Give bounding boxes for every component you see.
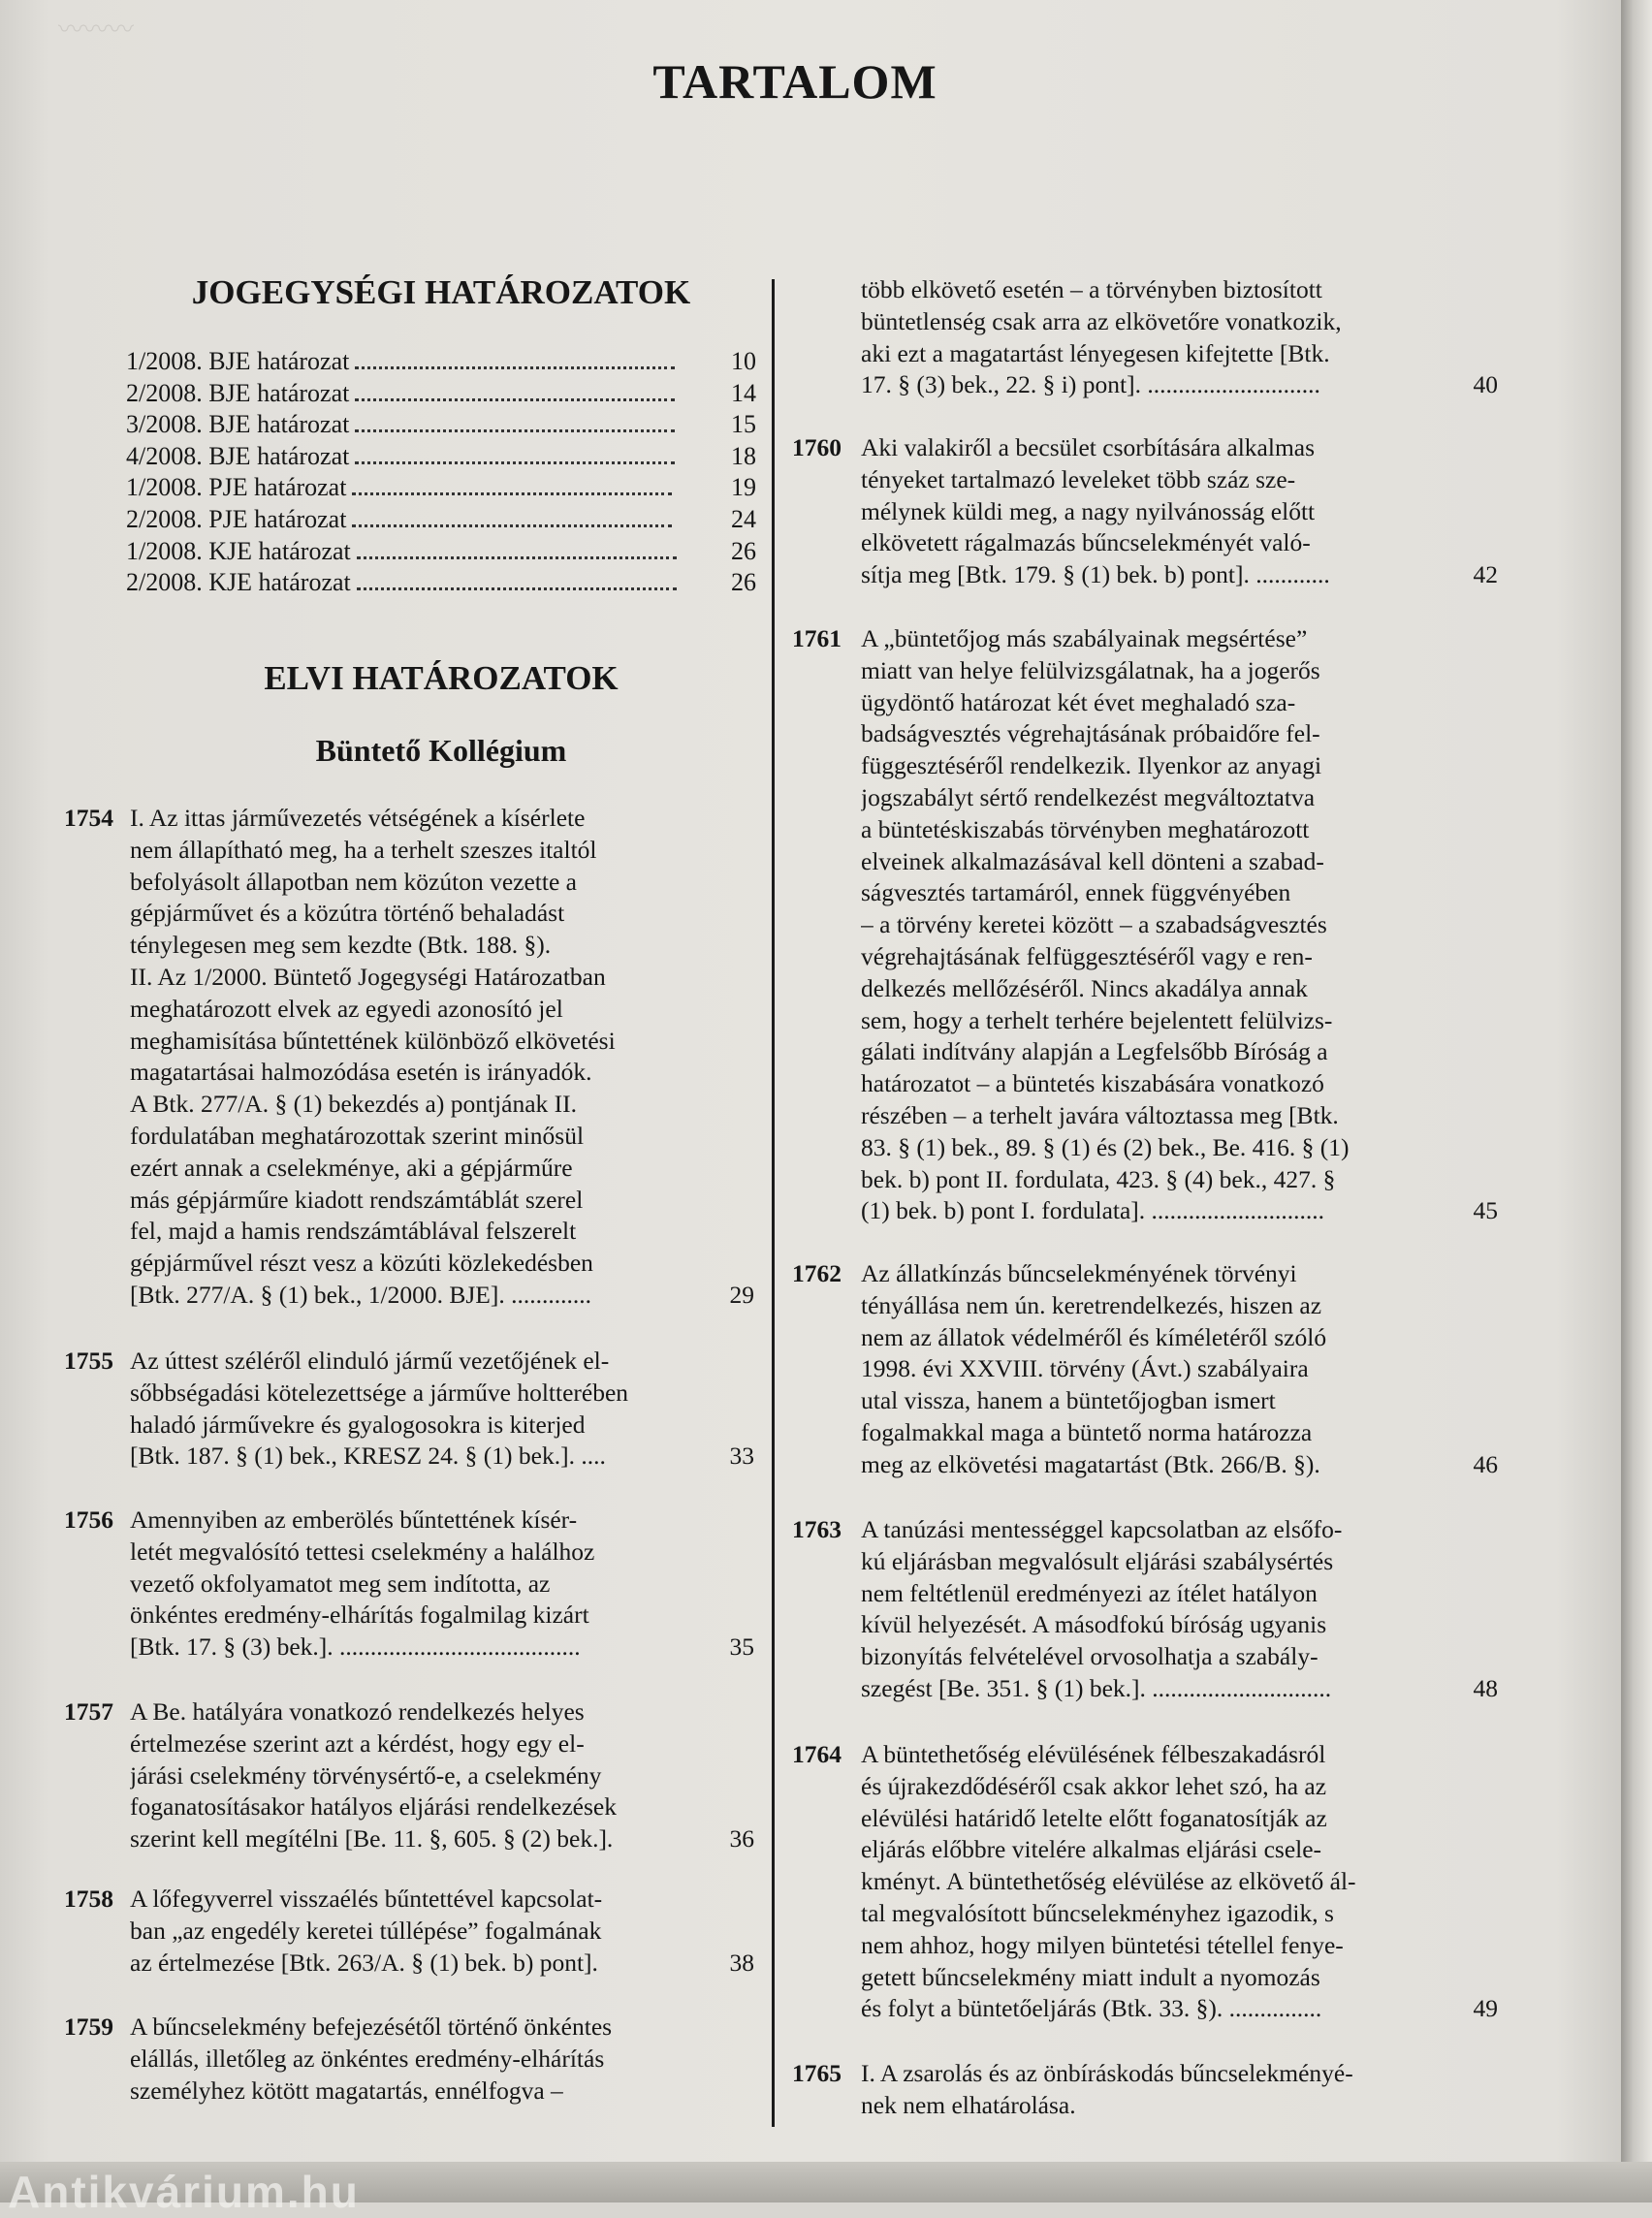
entry-text-line: I. A zsarolás és az önbíráskodás bűncselekményé- bbox=[861, 2059, 1353, 2087]
entry-text-line: 17. § (3) bek., 22. § i) pont]. ............................ bbox=[861, 370, 1320, 399]
toc-item-label: 1/2008. KJE határozat bbox=[126, 536, 351, 565]
dot-leader bbox=[352, 492, 672, 495]
entry bbox=[792, 1514, 1498, 1705]
entry-text-line: önkéntes eredmény-elhárítás fogalmilag kizárt bbox=[130, 1600, 589, 1630]
entry-text-line: [Btk. 187. § (1) bek., KRESZ 24. § (1) bek.]. .... bbox=[130, 1442, 606, 1471]
entry-number: 1765 bbox=[792, 2059, 842, 2087]
entry bbox=[64, 1884, 754, 1979]
bleed-through-text: 〰〰〰 bbox=[58, 16, 135, 44]
entry-page: 36 bbox=[729, 1824, 754, 1854]
dot-leader bbox=[355, 429, 675, 432]
entry bbox=[64, 1346, 754, 1473]
entry-number: 1764 bbox=[792, 1740, 842, 1768]
toc-item bbox=[126, 347, 756, 379]
entry-text-line: fordulatában meghatározottak szerint minősül bbox=[130, 1122, 585, 1150]
entry-text-line: I. Az ittas járművezetés vétségének a kísérlete bbox=[130, 804, 586, 832]
entry-text-line: részében – a terhelt javára változtassa meg [Btk. bbox=[861, 1101, 1339, 1129]
entry-page: 48 bbox=[1473, 1674, 1498, 1702]
entry-text-line: II. Az 1/2000. Büntető Jogegységi Határozatban bbox=[130, 963, 606, 991]
entry-text-line: szegést [Be. 351. § (1) bek.]. ............................. bbox=[861, 1674, 1332, 1702]
entry-text-line: A büntethetőség elévülésének félbeszakadásról bbox=[861, 1740, 1326, 1768]
entry-text-line: és folyt a büntetőeljárás (Btk. 33. §). ............... bbox=[861, 1994, 1322, 2023]
entry-text-line: büntetlenség csak arra az elkövetőre vonatkozik, bbox=[861, 306, 1342, 335]
entry-text-line: [Btk. 277/A. § (1) bek., 1/2000. BJE]. ............. bbox=[130, 1281, 591, 1309]
entry-page: 42 bbox=[1473, 560, 1498, 589]
entry-text-line: határozatot – a büntetés kiszabására vonatkozó bbox=[861, 1069, 1324, 1098]
section-heading-jogegysegi: JOGEGYSÉGI HATÁROZATOK bbox=[191, 273, 691, 311]
entry-text-line: Az állatkínzás bűncselekményének törvényi bbox=[861, 1259, 1297, 1287]
entry-page: 40 bbox=[1473, 370, 1498, 399]
entry-text-line: gépjárművel részt vesz a közúti közlekedésben bbox=[130, 1249, 593, 1278]
entry-text-line: nek nem elhatárolása. bbox=[861, 2090, 1076, 2119]
entry-number: 1760 bbox=[792, 433, 842, 461]
entry-text-line: Amennyiben az emberölés bűntettének kísér- bbox=[130, 1505, 578, 1534]
entry bbox=[64, 1505, 754, 1664]
entry-text-line: bek. b) pont II. fordulata, 423. § (4) bek., 427. § bbox=[861, 1164, 1336, 1193]
entry-text-line: jogszabályt sértő rendelkezést megváltoztatva bbox=[861, 783, 1316, 811]
entry-text-line: a büntetéskiszabás törvényben meghatározott bbox=[861, 814, 1310, 843]
entry-text-line: fogalmakkal maga a büntető norma határozza bbox=[861, 1418, 1313, 1446]
toc-item bbox=[126, 442, 756, 474]
entry-text-line: tényállása nem ún. keretrendelkezés, hiszen az bbox=[861, 1290, 1322, 1319]
entry-text-line: értelmezése szerint azt a kérdést, hogy egy el- bbox=[130, 1728, 585, 1758]
dot-leader bbox=[355, 398, 675, 401]
entry-page: 35 bbox=[729, 1632, 754, 1662]
entry-text-line: meghatározott elvek az egyedi azonosító jel bbox=[130, 994, 563, 1023]
entry-text-line: (1) bek. b) pont I. fordulata]. ............................ bbox=[861, 1196, 1325, 1225]
entry-text-line: [Btk. 17. § (3) bek.]. ....................................... bbox=[130, 1632, 581, 1662]
entry-text-line: elkövetett rágalmazás bűncselekményét való- bbox=[861, 528, 1311, 557]
entry-text-line: tal megvalósított bűncselekményhez igazodik, s bbox=[861, 1899, 1334, 1927]
toc-item-label: 2/2008. PJE határozat bbox=[126, 505, 347, 533]
dot-leader bbox=[357, 587, 677, 590]
entry-text-line: járási cselekmény törvénysértő-e, a cselekmény bbox=[130, 1760, 602, 1790]
entry-text-line: A tanúzási mentességgel kapcsolatban az elsőfo- bbox=[861, 1515, 1343, 1543]
dot-leader bbox=[357, 556, 677, 559]
entry-text-line: miatt van helye felülvizsgálatnak, ha a jogerős bbox=[861, 655, 1320, 684]
entry bbox=[792, 1258, 1498, 1481]
entry-text-line: ságvesztés tartamáról, ennek függvényében bbox=[861, 878, 1291, 907]
entry-text-line: nem állapítható meg, ha a terhelt szeszes italtól bbox=[130, 835, 597, 864]
entry-text-line: A Be. hatályára vonatkozó rendelkezés helyes bbox=[130, 1697, 585, 1726]
entry-text-line: Az úttest széléről elinduló jármű vezetőjének el- bbox=[130, 1347, 610, 1375]
toc-item-label: 1/2008. PJE határozat bbox=[126, 473, 347, 502]
entry-page: 33 bbox=[729, 1442, 754, 1471]
entry-number: 1754 bbox=[64, 804, 113, 832]
entry bbox=[792, 432, 1498, 591]
entry-text-line: sítja meg [Btk. 179. § (1) bek. b) pont]. ............ bbox=[861, 560, 1330, 589]
entry-text-line: 83. § (1) bek., 89. § (1) és (2) bek., Be. 416. § (1) bbox=[861, 1132, 1350, 1161]
entry-text-line: befolyásolt állapotban nem közúton vezette a bbox=[130, 867, 577, 896]
entry-number: 1759 bbox=[64, 2012, 113, 2041]
entry-text-line: nem az állatok védelméről és kíméletéről szóló bbox=[861, 1322, 1327, 1351]
entry-page: 49 bbox=[1473, 1994, 1498, 2023]
toc-item-page: 18 bbox=[731, 441, 756, 470]
entry-text-line: Aki valakiről a becsület csorbítására alkalmas bbox=[861, 433, 1316, 461]
entry-text-line: függesztéséről rendelkezik. Ilyenkor az anyagi bbox=[861, 751, 1322, 780]
entry-text-line: ügydöntő határozat két évet meghaladó sza- bbox=[861, 687, 1296, 716]
toc-item-page: 26 bbox=[731, 568, 756, 597]
toc-item-label: 2/2008. KJE határozat bbox=[126, 568, 351, 597]
entry-text-line: és újrakezdődéséről csak akkor lehet szó, ha az bbox=[861, 1771, 1327, 1800]
entry-number: 1755 bbox=[64, 1347, 113, 1375]
entry-text-line: utal vissza, hanem a büntetőjogban ismert bbox=[861, 1386, 1276, 1415]
entry-text-line: ténylegesen meg sem kezdte (Btk. 188. §). bbox=[130, 931, 552, 960]
toc-item bbox=[126, 537, 756, 569]
toc-item bbox=[126, 473, 756, 505]
entry-text-line: az értelmezése [Btk. 263/A. § (1) bek. b) pont]. bbox=[130, 1948, 598, 1977]
entry-text-line: aki ezt a magatartást lényegesen kifejtette [Btk. bbox=[861, 338, 1330, 367]
entry-text-line: A „büntetőjog más szabályainak megsértése” bbox=[861, 624, 1308, 652]
entry-text-line: delkezés mellőzéséről. Nincs akadálya annak bbox=[861, 973, 1308, 1002]
entry-text-line: elállás, illetőleg az önkéntes eredmény-elhárítás bbox=[130, 2044, 605, 2073]
entry-page: 38 bbox=[729, 1948, 754, 1977]
entry-text-line: elévülési határidő letelte előtt foganatosítják az bbox=[861, 1803, 1327, 1832]
entry-text-line: eljárás előbbre vitelére alkalmas eljárási csele- bbox=[861, 1835, 1322, 1864]
entry-number: 1756 bbox=[64, 1505, 113, 1534]
toc-item-page: 15 bbox=[731, 410, 756, 439]
entry-number: 1758 bbox=[64, 1885, 113, 1913]
entry-text-line: több elkövető esetén – a törvényben biztosított bbox=[861, 275, 1322, 303]
entry-page: 45 bbox=[1473, 1196, 1498, 1225]
entry bbox=[64, 2012, 754, 2107]
entry-text-line: gálati indítvány alapján a Legfelsőbb Bíróság a bbox=[861, 1037, 1328, 1066]
entry bbox=[792, 623, 1498, 1227]
entry-text-line: meghamisítása bűntettének különböző elkövetési bbox=[130, 1026, 616, 1055]
subsection-heading: Büntető Kollégium bbox=[315, 733, 567, 768]
entry-text-line: fel, majd a hamis rendszámtáblával felszerelt bbox=[130, 1217, 577, 1246]
entry-text-line: A lőfegyverrel visszaélés bűntettével kapcsolat- bbox=[130, 1885, 603, 1913]
entry-text-line: gépjárművet és a közútra történő behaladást bbox=[130, 899, 565, 928]
column-divider bbox=[772, 279, 775, 2127]
toc-item-page: 24 bbox=[731, 505, 756, 533]
entry bbox=[792, 2058, 1498, 2122]
toc-item bbox=[126, 568, 756, 600]
entry-page: 29 bbox=[729, 1281, 754, 1309]
entry-text-line: A Btk. 277/A. § (1) bekezdés a) pontjának II. bbox=[130, 1090, 578, 1119]
entry-text-line: kívül helyezését. A másodfokú bíróság ugyanis bbox=[861, 1610, 1327, 1639]
entry-number: 1762 bbox=[792, 1259, 842, 1287]
dot-leader bbox=[352, 524, 672, 527]
entry-text-line: getett bűncselekmény miatt indult a nyomozás bbox=[861, 1962, 1320, 1991]
entry-text-line: 1998. évi XXVIII. törvény (Ávt.) szabályaira bbox=[861, 1354, 1309, 1383]
entry-text-line: nem ahhoz, hogy milyen büntetési tétellel fenye- bbox=[861, 1930, 1344, 1959]
entry-text-line: sőbbségadási kötelezettsége a járműve holtterében bbox=[130, 1378, 629, 1407]
entry-text-line: sem, hogy a terhelt terhére bejelentett felülvizs- bbox=[861, 1005, 1333, 1034]
toc-item-page: 19 bbox=[731, 473, 756, 502]
section-heading-elvi: ELVI HATÁROZATOK bbox=[264, 659, 619, 697]
toc-item bbox=[126, 379, 756, 411]
entry-text-line: badságvesztés végrehajtásának próbaidőre fel- bbox=[861, 719, 1320, 748]
entry-text-line: bizonyítás felvételével orvosolhatja a szabály- bbox=[861, 1642, 1318, 1671]
entry-text-line: kú eljárásban megvalósult eljárási szabálysértés bbox=[861, 1546, 1334, 1575]
entry-text-line: nem feltétlenül eredményezi az ítélet hatályon bbox=[861, 1578, 1318, 1607]
toc-item-label: 2/2008. BJE határozat bbox=[126, 378, 350, 407]
entry-text-line: vezető okfolyamatot meg sem indította, az bbox=[130, 1568, 551, 1598]
entry bbox=[64, 1696, 754, 1855]
entry-text-line: személyhez kötött magatartás, ennélfogva – bbox=[130, 2075, 563, 2105]
entry bbox=[64, 803, 754, 1312]
entry-text-line: – a törvény keretei között – a szabadságvesztés bbox=[861, 910, 1327, 939]
entry-number: 1763 bbox=[792, 1515, 842, 1543]
toc-item-page: 10 bbox=[731, 347, 756, 375]
entry-text-line: foganatosításakor hatályos eljárási rendelkezések bbox=[130, 1792, 617, 1822]
toc-item-label: 1/2008. BJE határozat bbox=[126, 347, 350, 375]
dot-leader bbox=[355, 461, 675, 464]
entry-text-line: mélynek küldi meg, a nagy nyilvánosság előtt bbox=[861, 496, 1316, 525]
entry-text-line: más gépjárműre kiadott rendszámtáblát szerel bbox=[130, 1185, 584, 1214]
entry-text-line: végrehajtásának felfüggesztéséről vagy e ren- bbox=[861, 942, 1313, 970]
entry-text-line: elveinek alkalmazásával kell dönteni a szabad- bbox=[861, 846, 1324, 875]
entry-text-line: kményt. A büntethetőség elévülése az elkövető ál- bbox=[861, 1867, 1356, 1896]
entry bbox=[792, 274, 1498, 401]
toc-item bbox=[126, 410, 756, 442]
page-edge bbox=[1621, 0, 1652, 2202]
entry-number: 1761 bbox=[792, 624, 842, 652]
entry-text-line: meg az elkövetési magatartást (Btk. 266/B. §). bbox=[861, 1449, 1320, 1478]
entry bbox=[792, 1739, 1498, 2025]
toc-item-page: 14 bbox=[731, 378, 756, 407]
entry-text-line: ezért annak a cselekménye, aki a gépjárműre bbox=[130, 1153, 573, 1182]
dot-leader bbox=[355, 366, 675, 369]
entry-text-line: letét megvalósító tettesi cselekmény a halálhoz bbox=[130, 1537, 595, 1566]
watermark: Antikvárium.hu bbox=[8, 2167, 360, 2217]
toc-item-label: 3/2008. BJE határozat bbox=[126, 410, 350, 439]
entry-text-line: tényeket tartalmazó leveleket több száz sze- bbox=[861, 464, 1296, 493]
toc-item-page: 26 bbox=[731, 536, 756, 565]
entry-page: 46 bbox=[1473, 1449, 1498, 1478]
toc-item-label: 4/2008. BJE határozat bbox=[126, 441, 350, 470]
toc-item bbox=[126, 505, 756, 537]
entry-text-line: szerint kell megítélni [Be. 11. §, 605. § (2) bek.]. bbox=[130, 1824, 614, 1854]
page-title: TARTALOM bbox=[652, 54, 937, 109]
entry-text-line: magatartásai halmozódása esetén is irányadók. bbox=[130, 1058, 592, 1087]
entry-text-line: A bűncselekmény befejezésétől történő önkéntes bbox=[130, 2012, 613, 2041]
entry-number: 1757 bbox=[64, 1697, 113, 1726]
entry-text-line: haladó járművekre és gyalogosokra is kiterjed bbox=[130, 1410, 586, 1439]
entry-text-line: ban „az engedély keretei túllépése” fogalmának bbox=[130, 1916, 602, 1945]
